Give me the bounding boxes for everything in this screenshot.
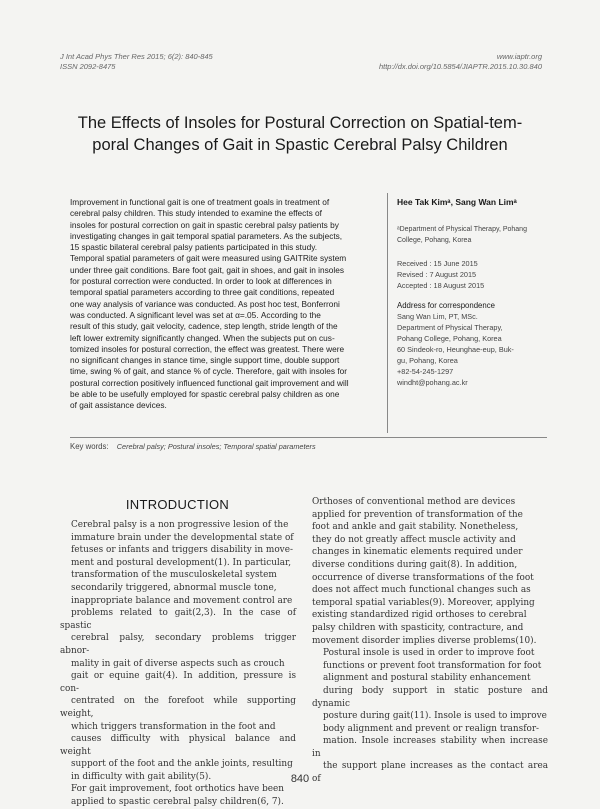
- body-line: posture during gait(11). Insole is used to improve: [323, 711, 547, 722]
- correspondence-line: Department of Physical Therapy,: [397, 323, 503, 332]
- abstract-line: investigating changes in gait temporal spatial parameters. As the subjects,: [70, 230, 343, 241]
- section-title: INTRODUCTION: [125, 497, 230, 512]
- abstract-line: no significant changes in stance time, single support time, double support: [70, 355, 340, 366]
- correspondence-heading: Address for correspondence: [397, 301, 495, 310]
- paragraph: [60, 783, 296, 808]
- affiliation-line: College, Pohang, Korea: [397, 237, 472, 244]
- journal-citation: J Int Acad Phys Ther Res 2015; 6(2): 840-845: [60, 52, 213, 61]
- doi-link[interactable]: http://dx.doi.org/10.5854/JIAPTR.2015.10.30.840: [378, 62, 542, 71]
- abstract-line: 15 spastic bilateral cerebral palsy patients participated in this study.: [70, 242, 318, 253]
- revised-date: Revised : 7 August 2015: [397, 270, 477, 279]
- correspondence-details: [397, 311, 547, 388]
- body-line: Postural insole is used in order to improve foot: [323, 648, 535, 659]
- body-line: alignment and postural stability enhancement: [323, 673, 531, 684]
- body-line: body alignment and prevent or realign transfor-: [323, 723, 540, 734]
- left-body-column: [60, 519, 296, 809]
- abstract-line: tomized insoles for postural correction, the effect was greatest. There were: [70, 343, 345, 354]
- keywords-row: [70, 442, 316, 451]
- body-line: immature brain under the developmental state of: [71, 532, 294, 543]
- body-line: For gait improvement, foot orthotics have been: [71, 784, 284, 795]
- body-line: mality in gait of diverse aspects such as crouch: [71, 658, 285, 669]
- abstract-line: one way analysis of variance was conducted. As post hoc test, Bonferroni: [70, 298, 340, 309]
- body-line: applied for prevention of transformation of the: [312, 509, 523, 520]
- body-line: gait or equine gait(4). In addition, pressure is con-: [60, 671, 296, 694]
- correspondence-line: Pohang College, Pohang, Korea: [397, 334, 502, 343]
- correspondence-line: +82-54-245-1297: [397, 367, 454, 376]
- received-date: Received : 15 June 2015: [397, 259, 478, 268]
- body-line: ment and postural development(1). In particular,: [71, 557, 292, 568]
- body-line: cerebral palsy, secondary problems trigger abnor-: [60, 633, 296, 656]
- abstract-line: result of this study, gait velocity, cadence, step length, stride length of the: [70, 321, 338, 332]
- body-line: existing standardized rigid orthoses to cerebral: [312, 610, 527, 621]
- affiliation: [397, 224, 547, 246]
- correspondence-line: 60 Sindeok-ro, Heunghae-eup, Buk-: [397, 345, 514, 354]
- author-list: Hee Tak Kimᵃ, Sang Wan Limᵃ: [397, 197, 517, 207]
- paragraph: [312, 647, 548, 786]
- abstract-line: of gait assistance devices.: [70, 400, 167, 411]
- paragraph: [60, 519, 296, 783]
- body-line: fetuses or infants and triggers disability in move-: [71, 545, 293, 556]
- article-title-line-1: The Effects of Insoles for Postural Correction on Spatial-tem-: [77, 114, 523, 132]
- abstract-line: insoles for postural correction on gait in spastic cerebral palsy patients by: [70, 219, 339, 230]
- paragraph: [312, 496, 548, 647]
- abstract-line: left lower extremity significantly changed. When the subjects put on cus-: [70, 332, 335, 343]
- abstract-line: Improvement in functional gait is one of treatment goals in treatment of: [70, 197, 330, 207]
- body-line: support of the foot and the ankle joints, resulting: [71, 759, 293, 770]
- keywords-label: Key words:: [70, 442, 109, 451]
- body-line: in difficulty with gait ability(5).: [71, 771, 212, 782]
- body-line: during body support in static posture and dynamic: [312, 685, 548, 709]
- journal-website: www.iaptr.org: [496, 52, 542, 61]
- journal-issn: ISSN 2092-8475: [60, 62, 116, 71]
- body-line: mation. Insole increases stability when increase in: [312, 736, 548, 759]
- correspondence-block: [397, 300, 547, 388]
- body-line: functions or prevent foot transformation for foot: [323, 660, 542, 671]
- keywords-text: Cerebral palsy; Postural insoles; Temporal spatial parameters: [116, 442, 316, 451]
- body-line: Orthoses of conventional method are devices: [312, 497, 516, 507]
- journal-header-left: [60, 52, 213, 72]
- body-line: Cerebral palsy is a non progressive lesion of the: [71, 520, 289, 530]
- body-line: does not affect much functional changes such as: [312, 585, 531, 596]
- article-dates: [397, 258, 547, 291]
- affiliation-line: ᵃDepartment of Physical Therapy, Pohang: [397, 226, 527, 233]
- correspondence-line: windht@pohang.ac.kr: [397, 378, 468, 387]
- abstract-line: postural correction positively influenced functional gait improvement and will: [70, 377, 349, 388]
- abstract-line: be able to be usefully employed for spastic cerebral palsy children as one: [70, 389, 340, 400]
- body-line: applied to spastic cerebral palsy children(6, 7).: [71, 797, 284, 808]
- body-line: palsy children with spasticity, contracture, and: [312, 622, 524, 633]
- correspondence-line: Sang Wan Lim, PT, MSc.: [397, 312, 478, 321]
- right-body-column: [312, 496, 548, 786]
- article-title: [60, 112, 540, 156]
- abstract-line: for postural correction were conducted. In order to look at differences in: [70, 276, 332, 287]
- abstract: [70, 197, 377, 412]
- body-line: temporal spatial variables(9). Moreover, applying: [312, 597, 535, 608]
- body-line: movement disorder implies diverse problems(10).: [312, 635, 537, 646]
- body-line: inappropriate balance and movement control are: [71, 595, 293, 606]
- body-line: transformation of the musculoskeletal system: [71, 570, 277, 581]
- body-line: causes difficulty with physical balance and weight: [60, 734, 296, 757]
- body-line: which triggers transformation in the foot and: [71, 721, 276, 732]
- journal-header-right: [379, 52, 542, 72]
- body-line: secondarily triggered, abnormal muscle tone,: [71, 582, 277, 593]
- column-divider: [387, 193, 388, 433]
- article-title-line-2: poral Changes of Gait in Spastic Cerebral Palsy Children: [92, 136, 508, 154]
- body-line: changes in kinematic elements required under: [312, 547, 523, 558]
- body-line: diverse conditions during gait(8). In addition,: [312, 559, 518, 570]
- body-line: centrated on the forefoot while supporting weight,: [60, 696, 296, 719]
- body-line: problems related to gait(2,3). In the case of spastic: [60, 608, 296, 631]
- abstract-line: cerebral palsy children. This study intended to examine the effects of: [70, 208, 322, 219]
- body-line: foot and ankle and gait stability. Nonetheless,: [312, 522, 519, 533]
- keywords-divider: [70, 437, 547, 438]
- abstract-line: Temporal spatial parameters of gait were measured using GAITRite system: [70, 253, 347, 264]
- body-line: occurrence of diverse transformations of the foot: [312, 572, 534, 583]
- abstract-line: under three gait conditions. Bare foot gait, gait in shoes, and gait in insoles: [70, 264, 344, 275]
- abstract-line: time, swing % of gait, and stance % of cycle. Therefore, gait with insoles for: [70, 366, 348, 377]
- body-line: they do not greatly affect muscle activity and: [312, 534, 516, 545]
- body-line: the support plane increases as the contact area of: [312, 761, 548, 785]
- correspondence-line: gu, Pohang, Korea: [397, 356, 458, 365]
- accepted-date: Accepted : 18 August 2015: [397, 281, 485, 290]
- abstract-line: temporal spatial parameters according to three gait conditions, repeated: [70, 287, 335, 298]
- page-number: 840: [290, 773, 310, 785]
- abstract-line: was conducted. A significant level was set at α=.05. According to the: [70, 309, 321, 320]
